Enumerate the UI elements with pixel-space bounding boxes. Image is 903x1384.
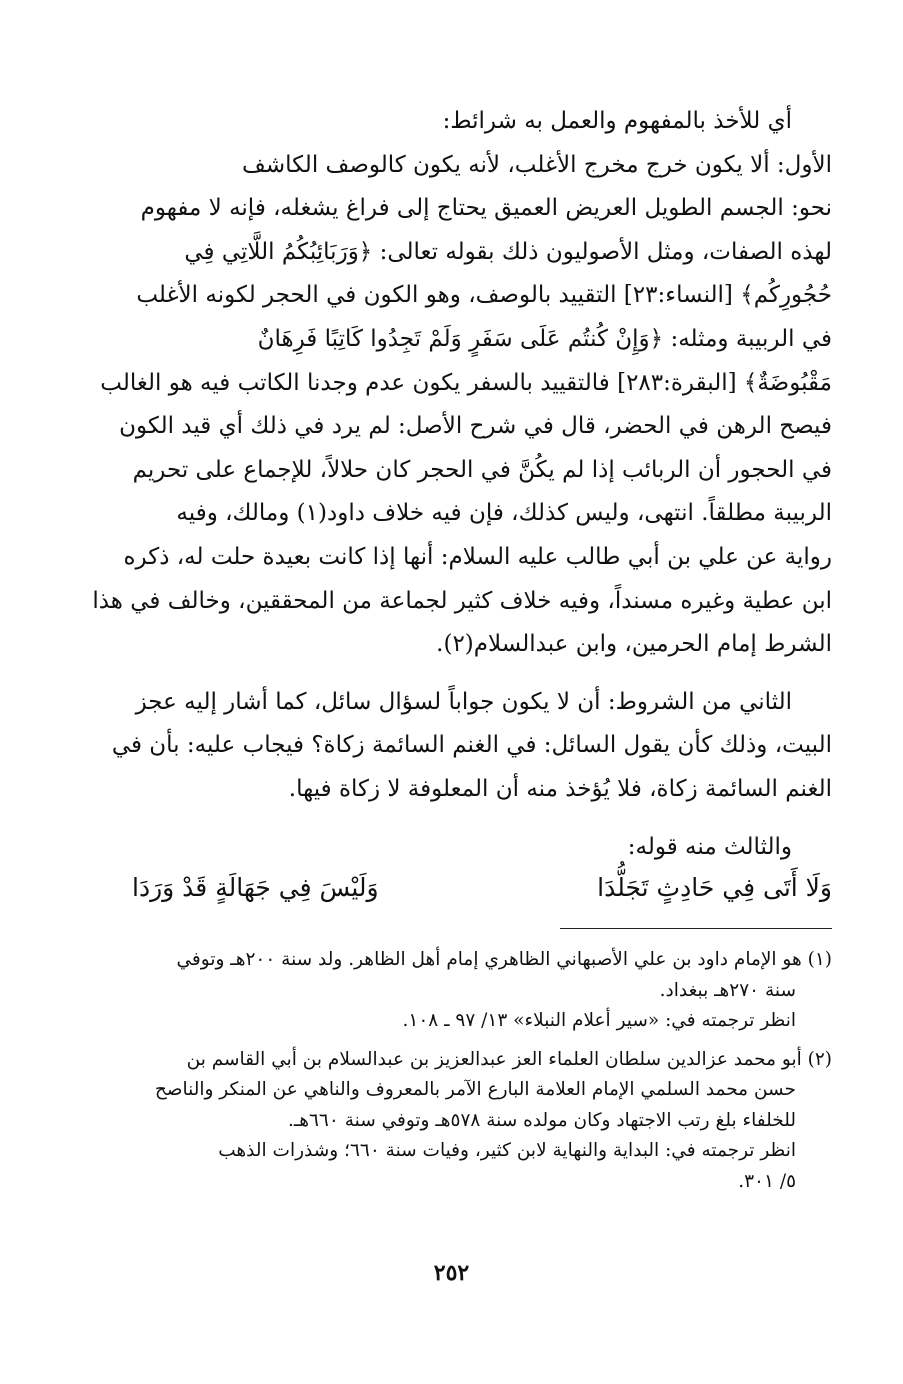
footnote-line: سنة ٢٧٠هـ ببغداد.: [659, 979, 796, 1001]
footnotes: [72, 945, 832, 1197]
text-line: الثاني من الشروط: أن لا يكون جواباً لسؤال سائل، كما أشار إليه عجز: [135, 688, 792, 715]
footnote-line: انظر ترجمته في: «سير أعلام النبلاء» ١٣/ ٩٧ ـ ١٠٨.: [402, 1010, 796, 1031]
page-number: ٢٥٢: [433, 1260, 470, 1286]
footnote-1: [72, 945, 832, 1037]
main-text: [72, 100, 832, 869]
text-line: الربيبة مطلقاً. انتهى، وليس كذلك، فإن فيه خلاف داود(١) ومالك، وفيه: [176, 500, 832, 527]
paragraph-conditions-third: والثالث منه قوله:: [627, 833, 792, 860]
footnote-line: للخلفاء بلغ رتب الاجتهاد وكان مولده سنة ٥٧٨هـ وتوفي سنة ٦٦٠هـ.: [287, 1109, 796, 1131]
footnote-line: (١) هو الإمام داود بن علي الأصبهاني الظاهري إمام أهل الظاهر. ولد سنة ٢٠٠هـ وتوفي: [176, 949, 832, 970]
footnote-line: حسن محمد السلمي الإمام العلامة البارع الآمر بالمعروف والناهي عن المنكر والناصح: [154, 1079, 796, 1100]
text-line: فيصح الرهن في الحضر، قال في شرح الأصل: لم يرد في ذلك أي قيد الكون: [119, 413, 832, 440]
footnote-line: انظر ترجمته في: البداية والنهاية لابن كثير، وفيات سنة ٦٦٠؛ وشذرات الذهب: [218, 1140, 796, 1161]
text-line: ابن عطية وغيره مسنداً، وفيه خلاف كثير لجماعة من المحققين، وخالف في هذا: [92, 587, 832, 614]
text-line: أي للأخذ بالمفهوم والعمل به شرائط:: [442, 108, 792, 134]
paragraph-conditions-second: [72, 681, 832, 812]
text-line: في الربيبة ومثله: ﴿وَإِنْ كُنتُم عَلَى سَفَرٍ وَلَمْ تَجِدُوا كَاتِبًا فَرِهَانٌ: [257, 325, 832, 352]
text-line: الغنم السائمة زكاة، فلا يُؤخذ منه أن المعلوفة لا زكاة فيها.: [288, 775, 832, 802]
text-line: في الحجور أن الربائب إذا لم يكُنَّ في الحجر كان حلالاً، للإجماع على تحريم: [132, 456, 832, 483]
verse-second-hemistich: وَلَيْسَ فِي جَهَالَةٍ قَدْ وَرَدَا: [132, 873, 379, 902]
text-line: البيت، وذلك كأن يقول السائل: في الغنم السائمة زكاة؟ فيجاب عليه: بأن في: [111, 732, 832, 759]
text-line: الشرط إمام الحرمين، وابن عبدالسلام(٢).: [436, 631, 832, 658]
text-line: نحو: الجسم الطويل العريض العميق يحتاج إلى فراغ يشغله، فإنه لا مفهوم: [140, 195, 832, 222]
footnote-line: (٢) أبو محمد عزالدين سلطان العلماء العز عبدالعزيز بن عبدالسلام بن أبي القاسم بن: [186, 1048, 832, 1070]
text-line: الأول: ألا يكون خرج مخرج الأغلب، لأنه يكون كالوصف الكاشف: [242, 151, 832, 178]
footnote-line: ٥/ ٣٠١.: [738, 1170, 796, 1192]
footnote-separator: [560, 928, 832, 929]
text-line: رواية عن علي بن أبي طالب عليه السلام: أنها إذا كانت بعيدة حلت له، ذكره: [123, 543, 832, 570]
text-line: لهذه الصفات، ومثل الأصوليون ذلك بقوله تعالى: ﴿وَرَبَائِبُكُمُ اللَّاتِي فِي: [184, 238, 832, 265]
verse-first-hemistich: وَلَا أَتَى فِي حَادِثٍ تَجَلُّدَا: [597, 873, 832, 902]
text-line: حُجُورِكُم﴾ [النساء:٢٣] التقييد بالوصف، وهو الكون في الحجر لكونه الأغلب: [136, 282, 832, 309]
paragraph-conditions-first: [72, 100, 832, 667]
footnote-2: [72, 1045, 832, 1198]
text-line: مَقْبُوضَةٌ﴾ [البقرة:٢٨٣] فالتقييد بالسفر يكون عدم وجدنا الكاتب فيه هو الغالب: [100, 369, 832, 396]
